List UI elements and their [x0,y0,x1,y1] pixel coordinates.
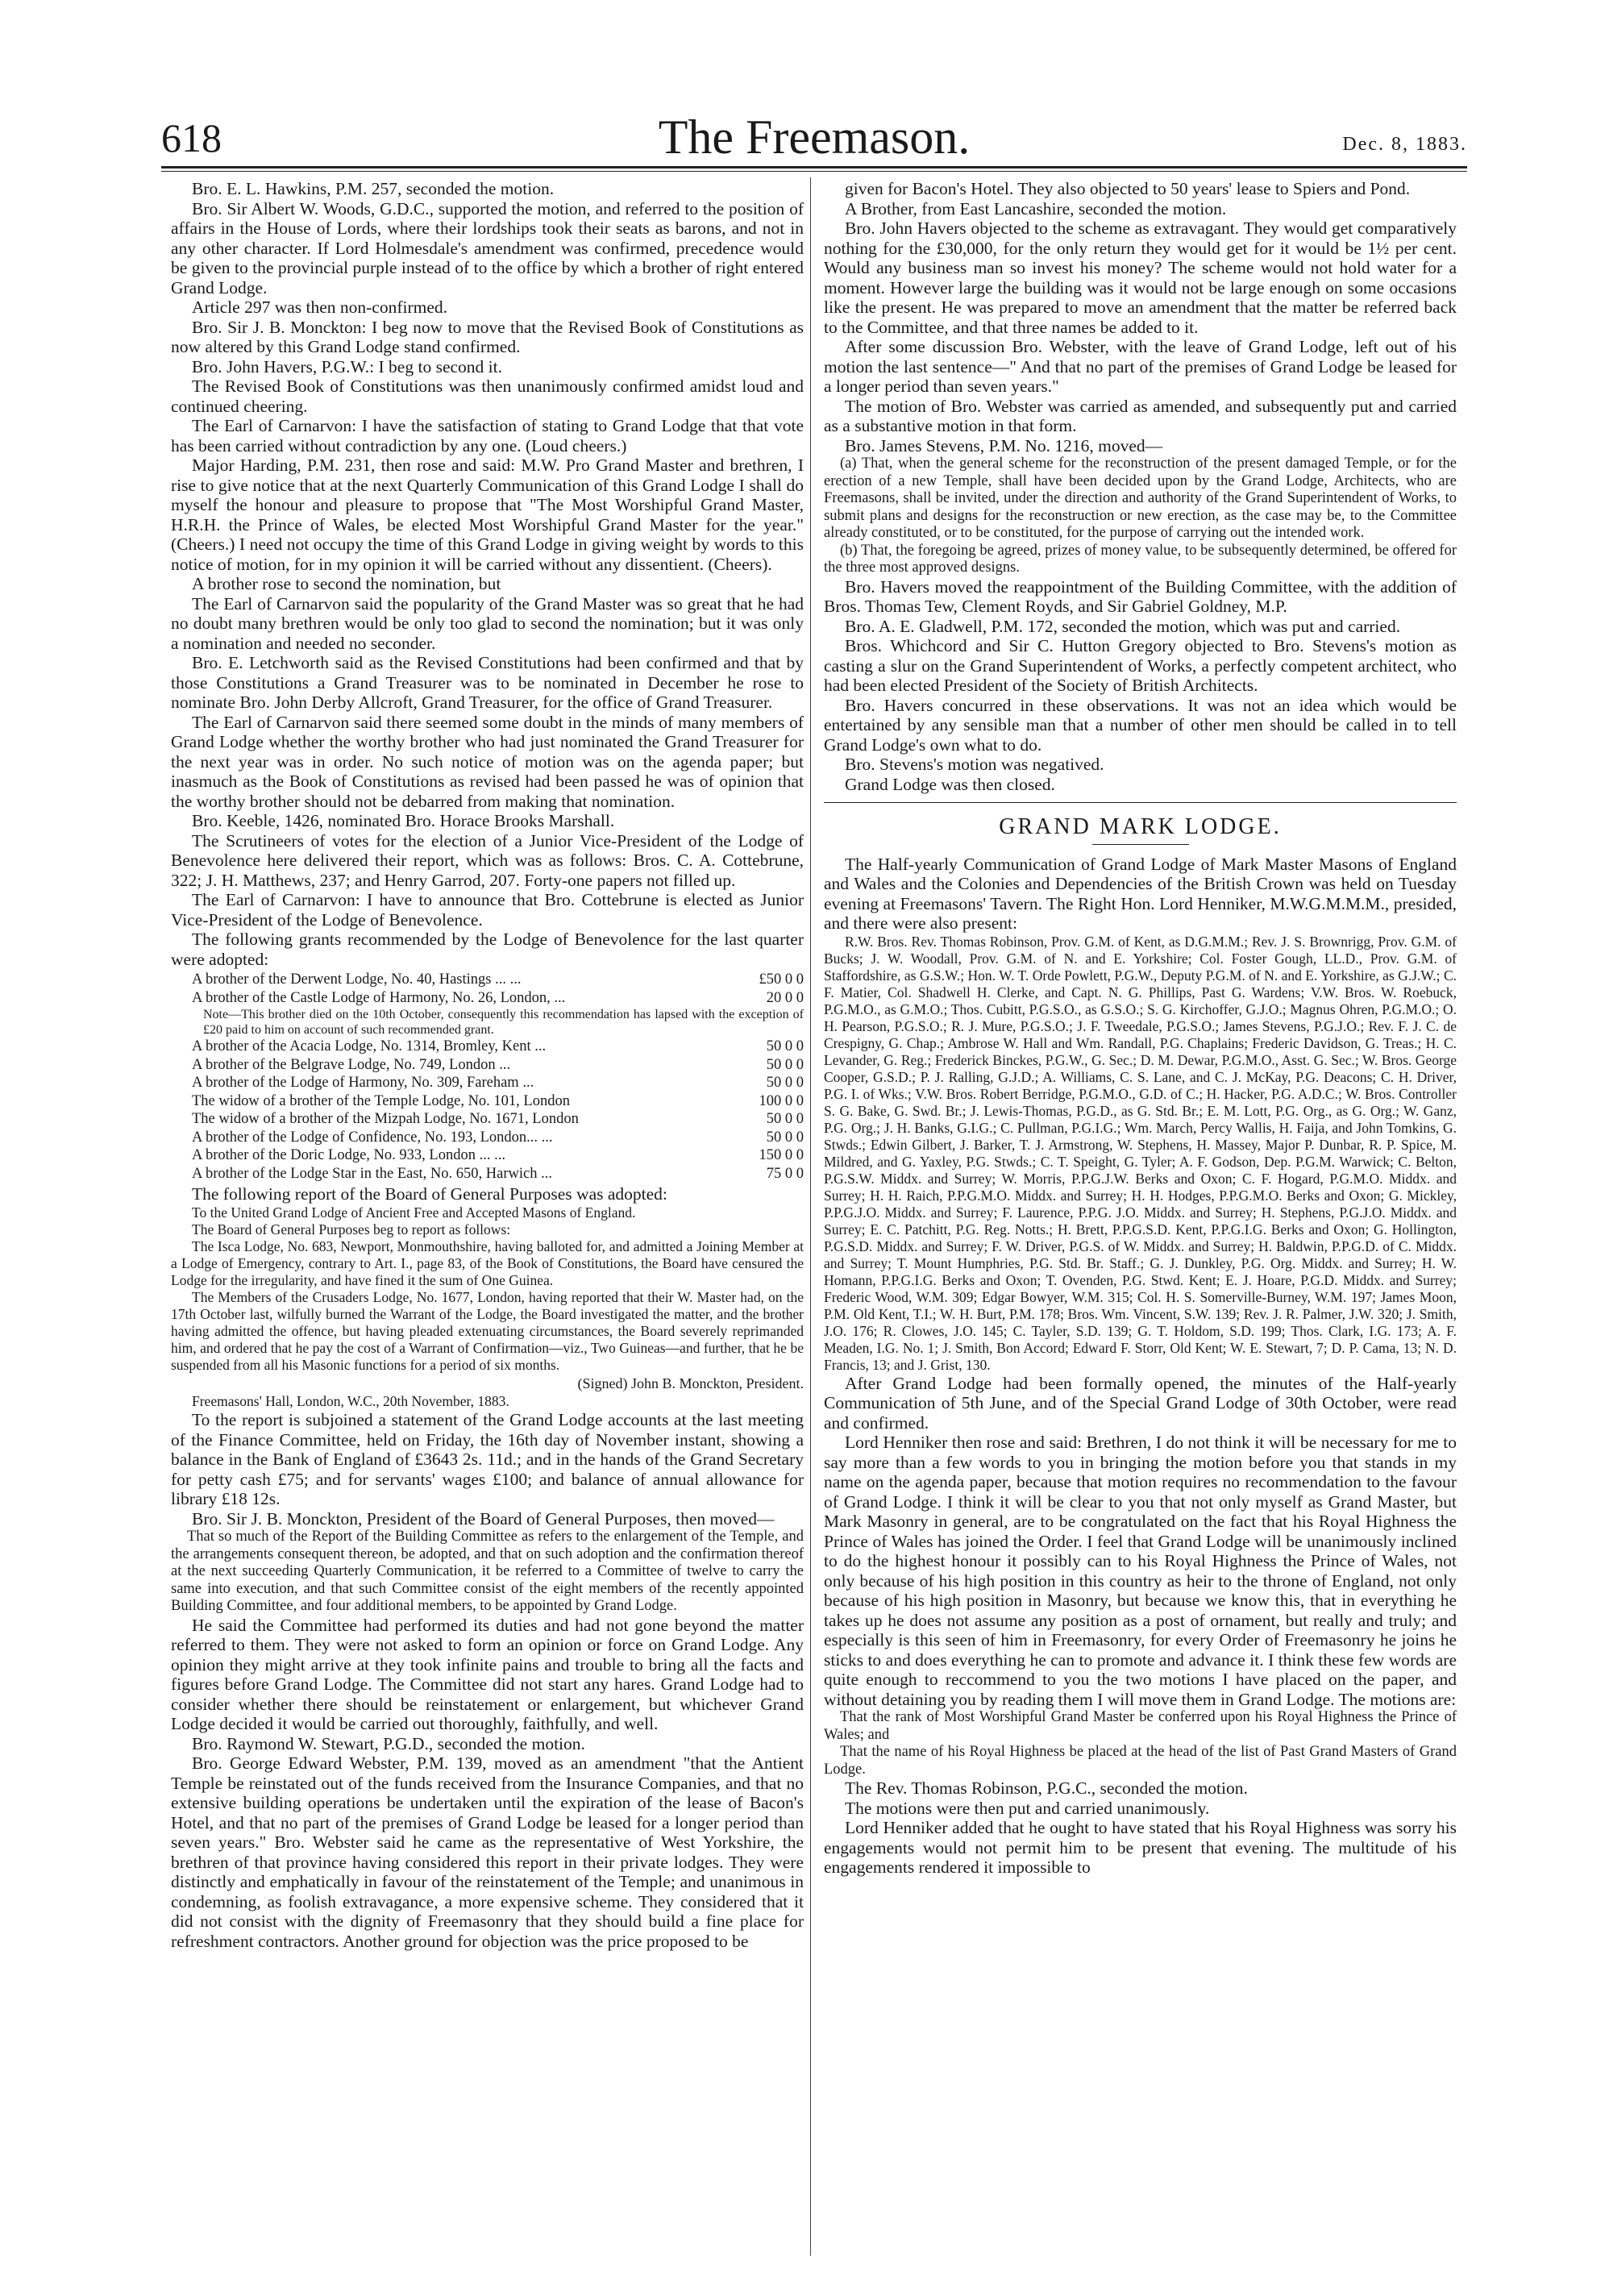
grant-row [192,1074,804,1092]
paragraph: Bro. Havers moved the reappointment of the Building Committee, with the addition of Bros. Thomas Tew, Clement Royds, and Sir Gabriel Goldney, M.P. [824,576,1457,616]
report-text: The Members of the Crusaders Lodge, No. 1677, London, having reported that their W. Master had, on the 17th October last, wilfully burned the Warrant of the Lodge, the Board investigated the matter, and the brother having admitted the offence, but having pleaded extenuating circumstances, the Board severely reprimanded him, and ordered that he pay the cost of a Warrant of Confirmation—viz., Two Guineas—and further, that he be suspended from all his Masonic functions for a period of six months. [171,1288,804,1373]
grant-label: The widow of a brother of the Temple Lodge, No. 101, London [192,1092,570,1109]
grant-label: A brother of the Doric Lodge, No. 933, London ... ... [192,1147,505,1163]
paragraph: Bro. Havers concurred in these observations. It was not an idea which would be entertained by any sensible man that a number of other men should be called in to tell Grand Lodge's own what to do. [824,695,1457,755]
paragraph: Article 297 was then non-confirmed. [192,297,448,317]
paragraph: To the report is subjoined a statement of the Grand Lodge accounts at the last meeting of the Finance Committee, held on Friday, the 16th day of November instant, showing a balance in the Bank of England of £3643 2s. 11d.; and in the hands of the Grand Secretary for petty cash £75; and for servants' wages £100; and balance of annual allowance for library £18 12s. [171,1410,804,1508]
report-text: The Board of General Purposes beg to report as follows: [192,1221,511,1237]
right-column [824,179,1457,1878]
grant-label: A brother of the Castle Lodge of Harmony, No. 26, London, ... [192,989,566,1006]
page-header [161,110,1467,164]
header-rule-thin [161,171,1467,172]
paragraph: The Rev. Thomas Robinson, P.G.C., seconded the motion. [845,1778,1248,1798]
paragraph: The motion of Bro. Webster was carried as amended, and subsequently put and carried as a substantive motion in that form. [824,396,1457,435]
paragraph: Lord Henniker then rose and said: Brethren, I do not think it will be necessary for me to say more than a few words to you in bringing the motion before you that stands in my name on the agenda paper, because that motion requires no recommendation to the favour of Grand Lodge. I think it will be clear to you that not only myself as Grand Master, but Mark Masonry in general, are to be congratulated on the fact that his Royal Highness the Prince of Wales has joined the Order. I feel that Grand Lodge will be unanimously inclined to do the highest honour it possibly can to his Royal Highness the Prince of Wales, not only because of his high position in this country as heir to the throne of England, not only because of his high position in Masonry, but because we know this, that in everything he takes up he does not assume any position as a post of ornament, but really and truly; and especially is this seen of him in Freemasonry, for every Order of Freemasonry he joins he sticks to and does everything he can to promote and advance it. I think these few words are quite enough to reccommend to you the two motions I have placed on the paper, and without detaining you by reading them I will move them in Grand Lodge. The motions are: [824,1433,1457,1709]
paragraph: The motions were then put and carried unanimously. [845,1798,1210,1818]
grant-row [192,1146,804,1165]
motion-quote: That so much of the Report of the Building Committee as refers to the enlargement of the Temple, and the arrangements consequent thereon, be adopted, and that on such adoption and the confirmation thereof at the next succeeding Quarterly Communication, it be referred to a Committee of twelve to carry the same into execution, and that such Committee consist of the eight members of the recently appointed Building Committee, and four additional members, to be appointed by Grand Lodge. [171,1529,804,1614]
paragraph: Bro. E. L. Hawkins, P.M. 257, seconded the motion. [192,179,555,198]
grant-amount: 20 0 0 [766,989,804,1006]
report-text: To the United Grand Lodge of Ancient Free and Accepted Masons of England. [192,1204,636,1221]
paragraph: After Grand Lodge had been formally opened, the minutes of the Half-yearly Communication of 5th June, and of the Special Grand Lodge of 30th October, were read and confirmed. [824,1373,1457,1433]
paragraph: The following grants recommended by the Lodge of Benevolence for the last quarter were adopted: [171,930,804,969]
motion-quote: That the name of his Royal Highness be placed at the head of the list of Past Grand Masters of Grand Lodge. [824,1744,1457,1778]
grant-note: Note—This brother died on the 10th October, consequently this recommendation has lapsed with the exception of £20 paid to him on account of such recommended grant. [203,1008,804,1037]
grant-amount: £50 0 0 [759,971,804,988]
grant-label: A brother of the Belgrave Lodge, No. 749, London ... [192,1056,511,1073]
grant-label: A brother of the Lodge of Confidence, No. 193, London... ... [192,1129,553,1146]
grant-amount: 50 0 0 [766,1129,804,1146]
paragraph: Bro. John Havers, P.G.W.: I beg to second it. [192,356,502,376]
paragraph: Major Harding, P.M. 231, then rose and said: M.W. Pro Grand Master and brethren, I rise to give notice that at the next Quarterly Communication of this Grand Lodge I shall do myself the honour and pleasure to propose that "The Most Worshipful Grand Master, H.R.H. the Prince of Wales, be elected Most Worshipful Grand Master for the year." (Cheers.) I need not occupy the time of this Grand Lodge in giving weight by words to this notice of motion, for in my opinion it will be carried without any dissentient. (Cheers). [171,455,804,574]
grant-label: A brother of the Lodge Star in the East, No. 650, Harwich ... [192,1165,552,1182]
paragraph: Bro. A. E. Gladwell, P.M. 172, seconded the motion, which was put and carried. [845,616,1401,636]
paragraph: The following report of the Board of General Purposes was adopted: [192,1184,667,1204]
paragraph: Bro. George Edward Webster, P.M. 139, moved as an amendment "that the Antient Temple be reinstated out of the funds received from the Insurance Companies, and that no extensive building operations be undertaken until the expiration of the lease of Bacon's Hotel, and that no part of the premises of Grand Lodge be leased for a longer period than seven years." Bro. Webster said he came as the representative of West Yorkshire, the brethren of that province having considered this report in their private lodges. They were distinctly and emphatically in favour of the reinstatement of the Temple; and unanimous in condemning, as foolish extravagance, a more expensive scheme. They considered that it did not consist with the dignity of Freemasonry that they should build a fine place for refreshment contractors. Another ground for objection was the price proposed to be [171,1753,804,1951]
paragraph: The Earl of Carnarvon: I have the satisfaction of stating to Grand Lodge that that vote has been carried without contradiction by any one. (Loud cheers.) [171,416,804,455]
grant-amount: 50 0 0 [766,1075,804,1091]
masthead: The Freemason. [658,110,971,164]
paragraph: The Scrutineers of votes for the election of a Junior Vice-President of the Lodge of Benevolence here delivered their report, which was as follows: Bros. C. A. Cottebrune, 322; J. H. Matthews, 237; and Henry Garrod, 207. Forty-one papers not filled up. [171,830,804,890]
paragraph: Bro. E. Letchworth said as the Revised Constitutions had been confirmed and that by those Constitutions a Grand Treasurer was to be nominated in December he rose to nominate Bro. John Derby Allcroft, Grand Treasurer, for the office of Grand Treasurer. [171,653,804,712]
report-text: The Isca Lodge, No. 683, Newport, Monmouthshire, having balloted for, and admitted a Joining Member at a Lodge of Emergency, contrary to Art. I., page 83, of the Book of Constitutions, the Board have censured the Lodge for the irregularity, and have fined it the sum of One Guinea. [171,1237,804,1288]
issue-date: Dec. 8, 1883. [1342,134,1467,155]
grant-row [192,1056,804,1075]
paragraph: He said the Committee had performed its duties and had not gone beyond the matter referred to them. They were not asked to form an opinion or force on Grand Lodge. Any opinion they might arrive at they took infinite pains and trouble to bring all the facts and figures before Grand Lodge. The Committee did not start any hares. Grand Lodge had to consider whether there should be reinstatement or enlargement, but whichever Grand Lodge decided it would be carried out thoroughly, faithfully, and well. [171,1615,804,1733]
paragraph: A brother rose to second the nomination, but [192,574,501,593]
grant-row [192,1038,804,1056]
report-signature: (Signed) John B. Monckton, President. [577,1375,804,1391]
paragraph: Grand Lodge was then closed. [845,774,1055,794]
grant-label: A brother of the Lodge of Harmony, No. 309, Fareham ... [192,1075,534,1091]
paragraph: Bro. James Stevens, P.M. No. 1216, moved— [845,435,1163,455]
grant-amount: 100 0 0 [759,1092,804,1109]
paragraph: Bro. Raymond W. Stewart, P.G.D., seconded the motion. [192,1733,585,1753]
grant-label: The widow of a brother of the Mizpah Lodge, No. 1671, London [192,1111,579,1127]
heading-rule [1092,844,1189,845]
grant-row [192,1092,804,1111]
report-text: Freemasons' Hall, London, W.C., 20th November, 1883. [192,1393,509,1409]
grant-amount: 75 0 0 [766,1165,804,1182]
motion-quote: That the rank of Most Worshipful Grand Master be conferred upon his Royal Highness the Prince of Wales; and [824,1709,1457,1743]
paragraph: Bro. Stevens's motion was negatived. [845,755,1104,774]
column-divider [810,177,811,2256]
paragraph: Bro. John Havers objected to the scheme as extravagant. They would get comparatively nothing for the £30,000, for the only return they would get for it would be 1½ per cent. Would any business man so invest his money? The scheme would not hold water for a moment. However large the building was it would not be large enough on some occasions like the present. He was prepared to move an amendment that the matter be referred back to the Committee, and that three names be added to it. [824,218,1457,337]
attendance-list: R.W. Bros. Rev. Thomas Robinson, Prov. G.M. of Kent, as D.G.M.M.; Rev. J. S. Brownrigg, Prov. G.M. of Bucks; J. W. Woodall, Prov. G.M. of N. and E. Yorkshire; Col. Foster Gough, LL.D., Prov. G.M. of Staffordshire, as G.S.W.; Hon. W. T. Orde Powlett, P.G.W., Deputy P.G.M. of N. and E. Yorkshire, as G.J.W.; C. F. Matier, Col. Shadwell H. Clerke, and Capt. N. G. Phillips, Past G. Wardens; V.W. Bros. W. Roebuck, P.G.M.O., as G.M.O.; Thos. Cubitt, P.G.S.O., as G.S.O.; S. G. Kirchoffer, G.J.O.; Magnus Ohren, P.G.M.O.; O. H. Pearson, P.G.S.O.; R. J. Mure, P.G.S.O.; J. F. Tweedale, P.G.S.O.; James Stevens, P.G.J.O.; Rev. F. J. C. de Crespigny, G. Chap.; Ambrose W. Hall and Wm. Randall, P.G. Chaplains; Frederic Davidson, G. Treas.; H. C. Levander, G. Reg.; Frederick Binckes, P.G.W., G. Sec.; D. M. Dewar, P.G.M.O., Asst. G. Sec.; W. Bros. George Cooper, G.S.D.; P. J. Ralling, G.J.D.; A. Williams, C. S. Lane, and C. J. McKay, P.G. Deacons; C. H. Driver, P.G. I. of Wks.; V.W. Bros. Robert Berridge, P.G.M.O., G.D. of C.; H. Hacker, P.G. A.D.C.; W. Bros. Controller S. G. Bake, G. Swd. Br.; J. Lewis-Thomas, P.G.D., as G. Std. Br.; E. M. Lott, P.G. Org., as G. Org.; W. Ganz, P.G. Org.; J. H. Banks, G.I.G.; C. Pullman, P.G.I.G.; Wm. March, Percy Wallis, H. Faija, and John Tomkins, G. Stwds.; Edwin Gilbert, J. Barker, T. J. Armstrong, W. Stephens, H. Massey, Major P. Dunbar, R. P. Spice, M. Mildred, and G. Yaxley, P.G. Stwds.; C. T. Speight, G. Tyler; A. F. Godson, Dep. P.G.M. Warwick; C. Belton, P.G.S.W. Middx. and Surrey; W. Morris, P.P.G.J.W. Berks and Oxon; C. F. Hogard, P.G.M.O. Middx. and Surrey; H. H. Raich, P.P.G.M.O. Middx. and Surrey; H. H. Hodges, P.P.G.M.O. Berks and Oxon; G. Mickley, P.P.G.J.O. Middx. and Surrey; F. Laurence, P.P.G. J.O. Middx. and Surrey; H. Stephens, P.G.J.O. Middx. and Surrey; E. C. Patchitt, P.G. Reg. Notts.; H. Brett, P.P.G.S.D. Kent, P.P.G.I.G. Berks and Oxon; G. Hollington, P.G.S.D. Middx. and Surrey; F. W. Driver, P.G.S. of W. Middx. and Surrey; H. Baldwin, P.P.G.D. of C. Middx. and Surrey; T. Mount Humphries, P.G. Std. Br. Staff.; G. J. Dunkley, P.G. Org. Middx. and Surrey; H. W. Homann, P.P.G.I.G. Berks and Oxon; T. Ovenden, P.G. Stwd. Kent; E. J. Hoare, P.G.D. Middx. and Surrey; Frederic Wood, W.M. 309; Edgar Bowyer, W.M. 315; Col. H. S. Somerville-Burney, W.M. 197; James Moon, P.M. Old Kent, T.I.; W. H. Burt, P.M. 178; Bros. Wm. Vincent, S.W. 139; Rev. J. R. Palmer, J.W. 320; J. Smith, J.O. 176; R. Clowes, J.O. 145; C. Tayler, S.D. 139; G. T. Holdom, S.D. 199; Thos. Clark, I.G. 173; A. F. Meaden, I.G. No. 1; J. Smith, Bon Accord; Edward F. Storr, Old Kent; W. E. Stewart, 7; D. P. Cama, 13; N. D. Francis, 13; and J. Grist, 130. [824,933,1457,1373]
paragraph: The Half-yearly Communication of Grand Lodge of Mark Master Masons of England and Wales and the Colonies and Dependencies of the British Crown was held on Tuesday evening at Freemasons' Tavern. The Right Hon. Lord Henniker, M.W.G.M.M.M., presided, and there were also present: [824,854,1457,933]
paragraph: Bro. Keeble, 1426, nominated Bro. Horace Brooks Marshall. [192,811,615,830]
section-heading: GRAND MARK LODGE. [999,814,1282,839]
grant-row [192,1129,804,1147]
paragraph: The Earl of Carnarvon: I have to announce that Bro. Cottebrune is elected as Junior Vice-President of the Lodge of Benevolence. [171,890,804,930]
grant-amount: 50 0 0 [766,1038,804,1054]
page-number: 618 [161,115,222,160]
paragraph: Bro. Sir Albert W. Woods, G.D.C., supported the motion, and referred to the position of affairs in the House of Lords, where their lordships took their seats as barons, and not in any other character. If Lord Holmesdale's amendment was confirmed, precedence would be given to the provincial purple instead of to the office by which a brother of right entered Grand Lodge. [171,198,804,297]
grant-row [192,989,804,1008]
grant-label: A brother of the Acacia Lodge, No. 1314, Bromley, Kent ... [192,1038,547,1054]
paragraph: The Earl of Carnarvon said the popularity of the Grand Master was so great that he had no doubt many brethren would be only too glad to second the nomination; but it was only a nomination and needed no seconder. [171,593,804,653]
motion-quote: (a) That, when the general scheme for the reconstruction of the present damaged Temple, or for the erection of a new Temple, shall have been decided upon by the Grand Lodge, Architects, who are Freemasons, shall be invited, under the direction and authority of the Grand Superintendent of Works, to submit plans and designs for the reconstruction or new erection, as the case may be, to the Committee already constituted, or to be constituted, for the purpose of carrying out the intended work. [824,455,1457,541]
grant-label: A brother of the Derwent Lodge, No. 40, Hastings ... ... [192,971,522,988]
grant-amount: 150 0 0 [759,1147,804,1163]
paragraph: Bro. Sir J. B. Monckton, President of the Board of General Purposes, then moved— [192,1508,775,1529]
paragraph: given for Bacon's Hotel. They also objected to 50 years' lease to Spiers and Pond. [845,179,1411,198]
grants-table [192,971,804,1183]
grant-row [192,1110,804,1129]
grant-row [192,971,804,989]
left-column [171,179,804,1951]
motion-quote: (b) That, the foregoing be agreed, prizes of money value, to be subsequently determined, be offered for the three most approved designs. [824,542,1457,576]
paragraph: Bro. Sir J. B. Monckton: I beg now to move that the Revised Book of Constitutions as now altered by this Grand Lodge stand confirmed. [171,317,804,356]
section-rule [824,802,1457,803]
paragraph: A Brother, from East Lancashire, seconded the motion. [845,198,1227,218]
paragraph: After some discussion Bro. Webster, with the leave of Grand Lodge, left out of his motion the last sentence—" And that no part of the premises of Grand Lodge be leased for a longer period than seven years." [824,337,1457,396]
grant-amount: 50 0 0 [766,1111,804,1127]
grant-row [192,1165,804,1183]
paragraph: The Earl of Carnarvon said there seemed some doubt in the minds of many members of Grand Lodge whether the worthy brother who had just nominated the Grand Treasurer for the next year was in order. No such notice of motion was on the agenda paper; but inasmuch as the Book of Constitutions as revised had been passed he was of opinion that the worthy brother should not be debarred from making that nomination. [171,712,804,811]
grant-amount: 50 0 0 [766,1056,804,1073]
paragraph: Bros. Whichcord and Sir C. Hutton Gregory objected to Bro. Stevens's motion as casting a slur on the Grand Superintendent of Works, a perfectly competent architect, who had been elected President of the Society of British Architects. [824,636,1457,695]
header-rule [161,166,1467,168]
paragraph: The Revised Book of Constitutions was then unanimously confirmed amidst loud and continued cheering. [171,376,804,416]
paragraph: Lord Henniker added that he ought to have stated that his Royal Highness was sorry his engagements would not permit him to be present that evening. The multitude of his engagements rendered it impossible to [824,1818,1457,1877]
